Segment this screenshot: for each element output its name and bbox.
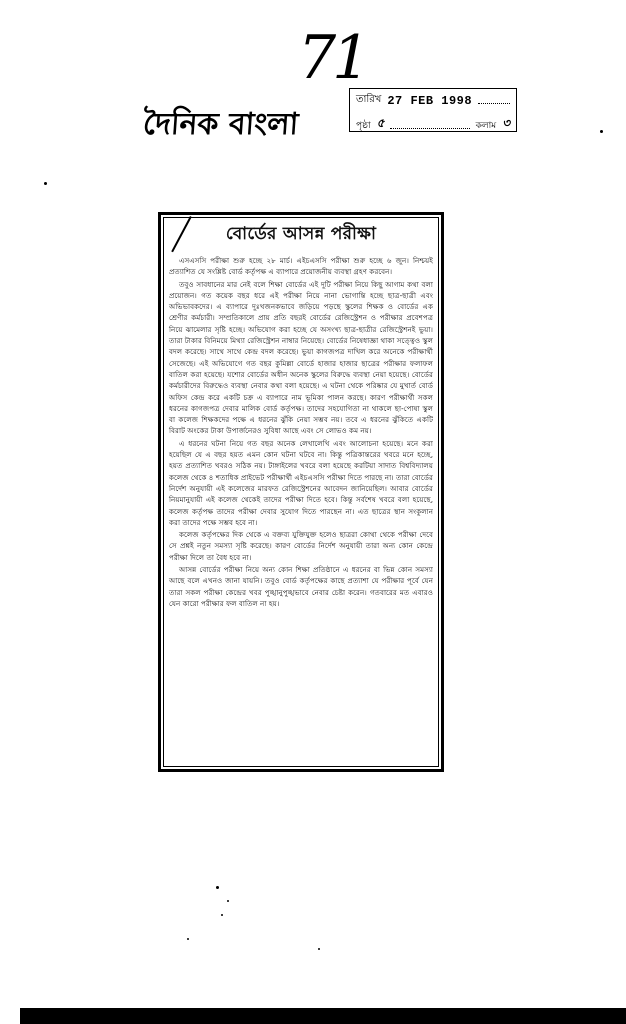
stamp-column-label: কলাম — [475, 120, 497, 131]
scan-speck — [221, 914, 223, 916]
scan-speck — [216, 886, 219, 889]
article-paragraph: তবুও সাবধানের মার নেই বলে শিক্ষা বোর্ডের এই দুটি পরীক্ষা নিয়ে কিছু আগাম কথা বলা প্রয়োজন। গত কয়েক বছর ধরে এই পরীক্ষা নিয়ে নানা ভোগান্তি হচ্ছে ছাত্র-ছাত্রী এবং অভিভাবকদের। এ ব্যাপারে দুঃখজনকভাবে জড়িয়ে পড়ছে স্কুলের শিক্ষক ও বোর্ডের এক শ্রেণীর কর্মচারী। সম্প্রতিকালে প্রায় প্রতি বছরই বোর্ডের রেজিস্ট্রেশন ও পরীক্ষার প্রবেশপত্র নিয়ে ঝামেলার সৃষ্টি হচ্ছে। অভিযোগ করা হচ্ছে যে অসংখ্য ছাত্র-ছাত্রীর রেজিস্ট্রেশনই ভুয়া। তারা টাকার বিনিময়ে মিথ্যা রেজিস্ট্রেশন নাম্বার নিয়েছে। বোর্ডের নিষেধাজ্ঞা থাকা সত্ত্বেও স্কুল বদল করেছে। সাথে সাথে কেন্দ্র বদল করেছে। ভুয়া কাগজপত্র দাখিল করে অনেকে পরীক্ষার্থী সেজেছে। এই অভিযোগে গত বছর কুমিল্লা বোর্ডে হাজার হাজার ছাত্রের পরীক্ষার ফলাফল বাতিল করা হয়েছে। যশোর বোর্ডের অধীন অনেক স্কুলের বিরুদ্ধে ব্যবস্থা নেয়া হয়েছে। বোর্ডের কর্মচারীদের বিরুদ্ধেও ব্যবস্থা নেবার কথা বলা হয়েছে। এ ঘটনা থেকে পরিষ্কার যে মুখার্ত বোর্ড অফিস কেন্দ্র করে একটি চক্র এ ব্যাপারে নাম ভূমিকা পালন করছে। কারণ পরীক্ষার্থী সকল ধরনের কাগজপত্র দেবার মালিক বোর্ড কর্তৃপক্ষ। তাদের সহযোগিতা না থাকলে ছা-পোষা স্কুল বা কলেজ শিক্ষকদের পক্ষে এ ধরনের ঝুঁকি নেয়া সম্ভব নয়। তবে এ ধরনের ঝুঁকিতে একটি বিরাট অংকের টাকা উপার্জনেরও সুবিধা আছে এবং সে লোভও কম নয়। — [169, 279, 433, 436]
scan-bottom-edge — [20, 1008, 626, 1024]
article-paragraph: আসন্ন বোর্ডের পরীক্ষা নিয়ে অন্য কোন শিক্ষা প্রতিষ্ঠানে এ ধরনের বা ভিন্ন কোন সমস্যা আছে বলে এখনও জানা যায়নি। তবুও বোর্ড কর্তৃপক্ষের কাছে প্রত্যাশা যে পরীক্ষার পূর্বে যেন তারা সকল পরীক্ষা কেন্দ্রের খবর পুঙ্খানুপুঙ্খভাবে নেবার চেষ্টা করেন। গতবারের মত এবারও যেন কারো পরীক্ষার ফল বাতিল না হয়। — [169, 565, 433, 608]
stamp-date-value: 27 FEB 1998 — [387, 93, 473, 108]
date-stamp — [349, 88, 517, 132]
newspaper-clipping — [158, 212, 444, 772]
scan-speck — [187, 938, 189, 940]
scan-speck — [318, 948, 320, 950]
stamp-date-label: তারিখ — [356, 95, 382, 106]
newspaper-name: দৈনিক বাংলা — [141, 107, 300, 142]
article-headline: বোর্ডের আসন্ন পরীক্ষা — [225, 224, 377, 244]
scan-speck — [600, 130, 603, 133]
handwritten-page-number: 71 — [298, 23, 367, 93]
stamp-column-value: ৩ — [502, 117, 510, 131]
article-paragraph: কলেজ কর্তৃপক্ষের দিক থেকে এ বক্তব্য যুক্তিযুক্ত হলেও ছাত্ররা কোথা থেকে পরীক্ষা দেবে সে প্রশ্নই নতুন সমস্যা সৃষ্টি করেছে। কারণ বোর্ডের নির্দেশ অনুযায়ী তারা অন্য কোন কেন্দ্রে পরীক্ষা দিলে তা বৈধ হবে না। — [169, 530, 433, 562]
article-paragraph: এ ধরনের ঘটনা নিয়ে গত বছর অনেক লেখালেখি এবং আলোচনা হয়েছে। মনে করা হয়েছিল যে এ বছর হয়ত এমন কোন ঘটনা ঘটবে না। কিন্তু পত্রিকান্তরের খবরে মনে হচ্ছে, হয়ত প্রত্যাশিত খবরও সঠিক নয়। টাঙ্গাইলের খবরে বলা হয়েছে করটিয়া সাদাত বিশ্ববিদ্যালয় কলেজ থেকে ৪ শতাধিক প্রাইভেট পরীক্ষার্থী এইচএসসি পরীক্ষা দিতে পারছে না। তারা বোর্ডের নির্দেশ অনুযায়ী এই কলেজের মারফত রেজিস্ট্রেশনের আবেদন জানিয়েছিল। আবার বোর্ডের নিয়মানুযায়ী এই কলেজ থেকেই তাদের পরীক্ষা দিতে হবে। কিন্তু সর্বশেষ খবরে বলা হয়েছে, কলেজ কর্তৃপক্ষ তাদের পরীক্ষা দেবার সুযোগ দিতে পারছেন না। এত ছাত্রের স্থান সংকুলান করা তাদের পক্ষে সম্ভব হবে না। — [169, 438, 433, 527]
stamp-page-value: ৫ — [376, 117, 385, 131]
stamp-dots — [478, 97, 510, 104]
scan-speck — [44, 182, 47, 185]
article-paragraph: এসএসসি পরীক্ষা শুরু হচ্ছে ২৮ মার্চ। এইচএসসি পরীক্ষা শুরু হচ্ছে ৬ জুন। নিশ্চয়ই প্রত্যাশিত যে সংশ্লিষ্ট বোর্ড কর্তৃপক্ষ এ ব্যাপারে প্রয়োজনীয় ব্যবস্থা গ্রহণ করবেন। — [169, 256, 433, 277]
stamp-page-label: পৃষ্ঠা — [356, 120, 371, 131]
scan-speck — [227, 900, 229, 902]
stamp-dots-2 — [390, 122, 469, 129]
